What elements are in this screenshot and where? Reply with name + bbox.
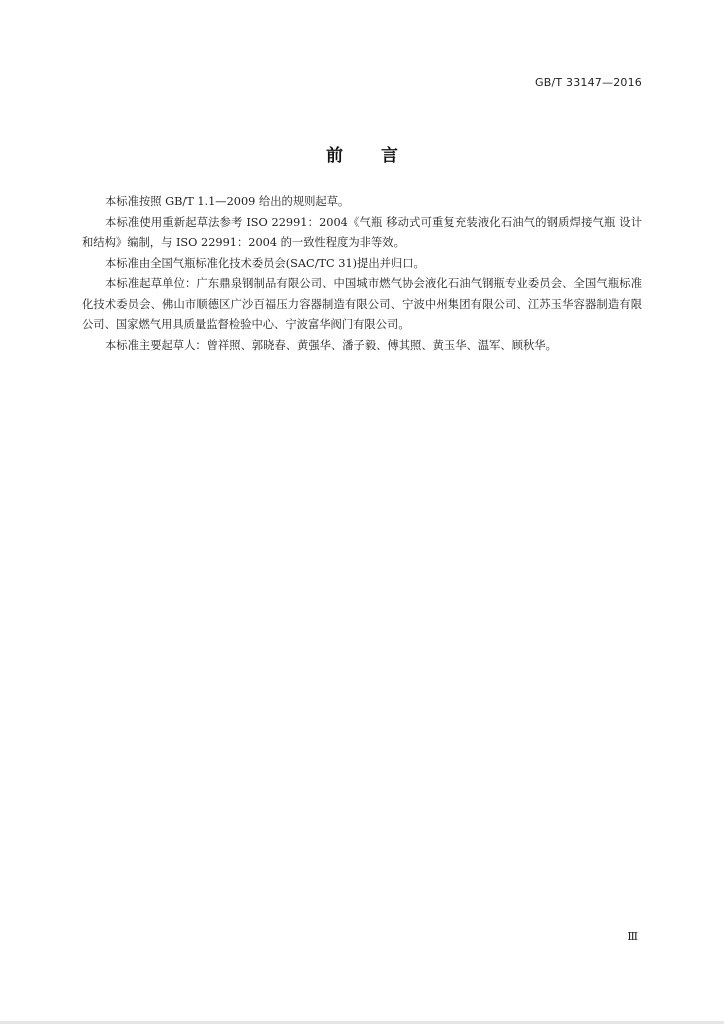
paragraph-drafting-rules: 本标准按照 GB/T 1.1—2009 给出的规则起草。 bbox=[105, 195, 350, 208]
title-char-2: 言 bbox=[381, 146, 398, 166]
paragraph-reference-standard: 本标准使用重新起草法参考 ISO 22991：2004《气瓶 移动式可重复充装液化石油气的钢质焊接气瓶 设计和结构》编制，与 ISO 22991：2004 的一致性程度为非等效。 bbox=[82, 215, 642, 249]
paragraph-proposer: 本标准由全国气瓶标准化技术委员会(SAC/TC 31)提出并归口。 bbox=[105, 256, 425, 270]
page-number: Ⅲ bbox=[627, 930, 638, 943]
page-title bbox=[0, 141, 724, 166]
title-char-1: 前 bbox=[326, 146, 343, 166]
standard-code: GB/T 33147—2016 bbox=[535, 76, 642, 89]
paragraph-drafting-units: 本标准起草单位：广东鼎泉钢制品有限公司、中国城市燃气协会液化石油气钢瓶专业委员会、全国气瓶标准化技术委员会、佛山市顺德区广沙百福压力容器制造有限公司、宁波中州集团有限公司、江苏玉华容器制造有限公司、国家燃气用具质量监督检验中心、宁波富华阀门有限公司。 bbox=[82, 277, 642, 331]
paragraph-drafters: 本标准主要起草人：曾祥照、郭晓春、黄强华、潘子毅、傅其照、黄玉华、温军、顾秋华。 bbox=[105, 338, 557, 352]
foreword-body bbox=[82, 192, 642, 356]
